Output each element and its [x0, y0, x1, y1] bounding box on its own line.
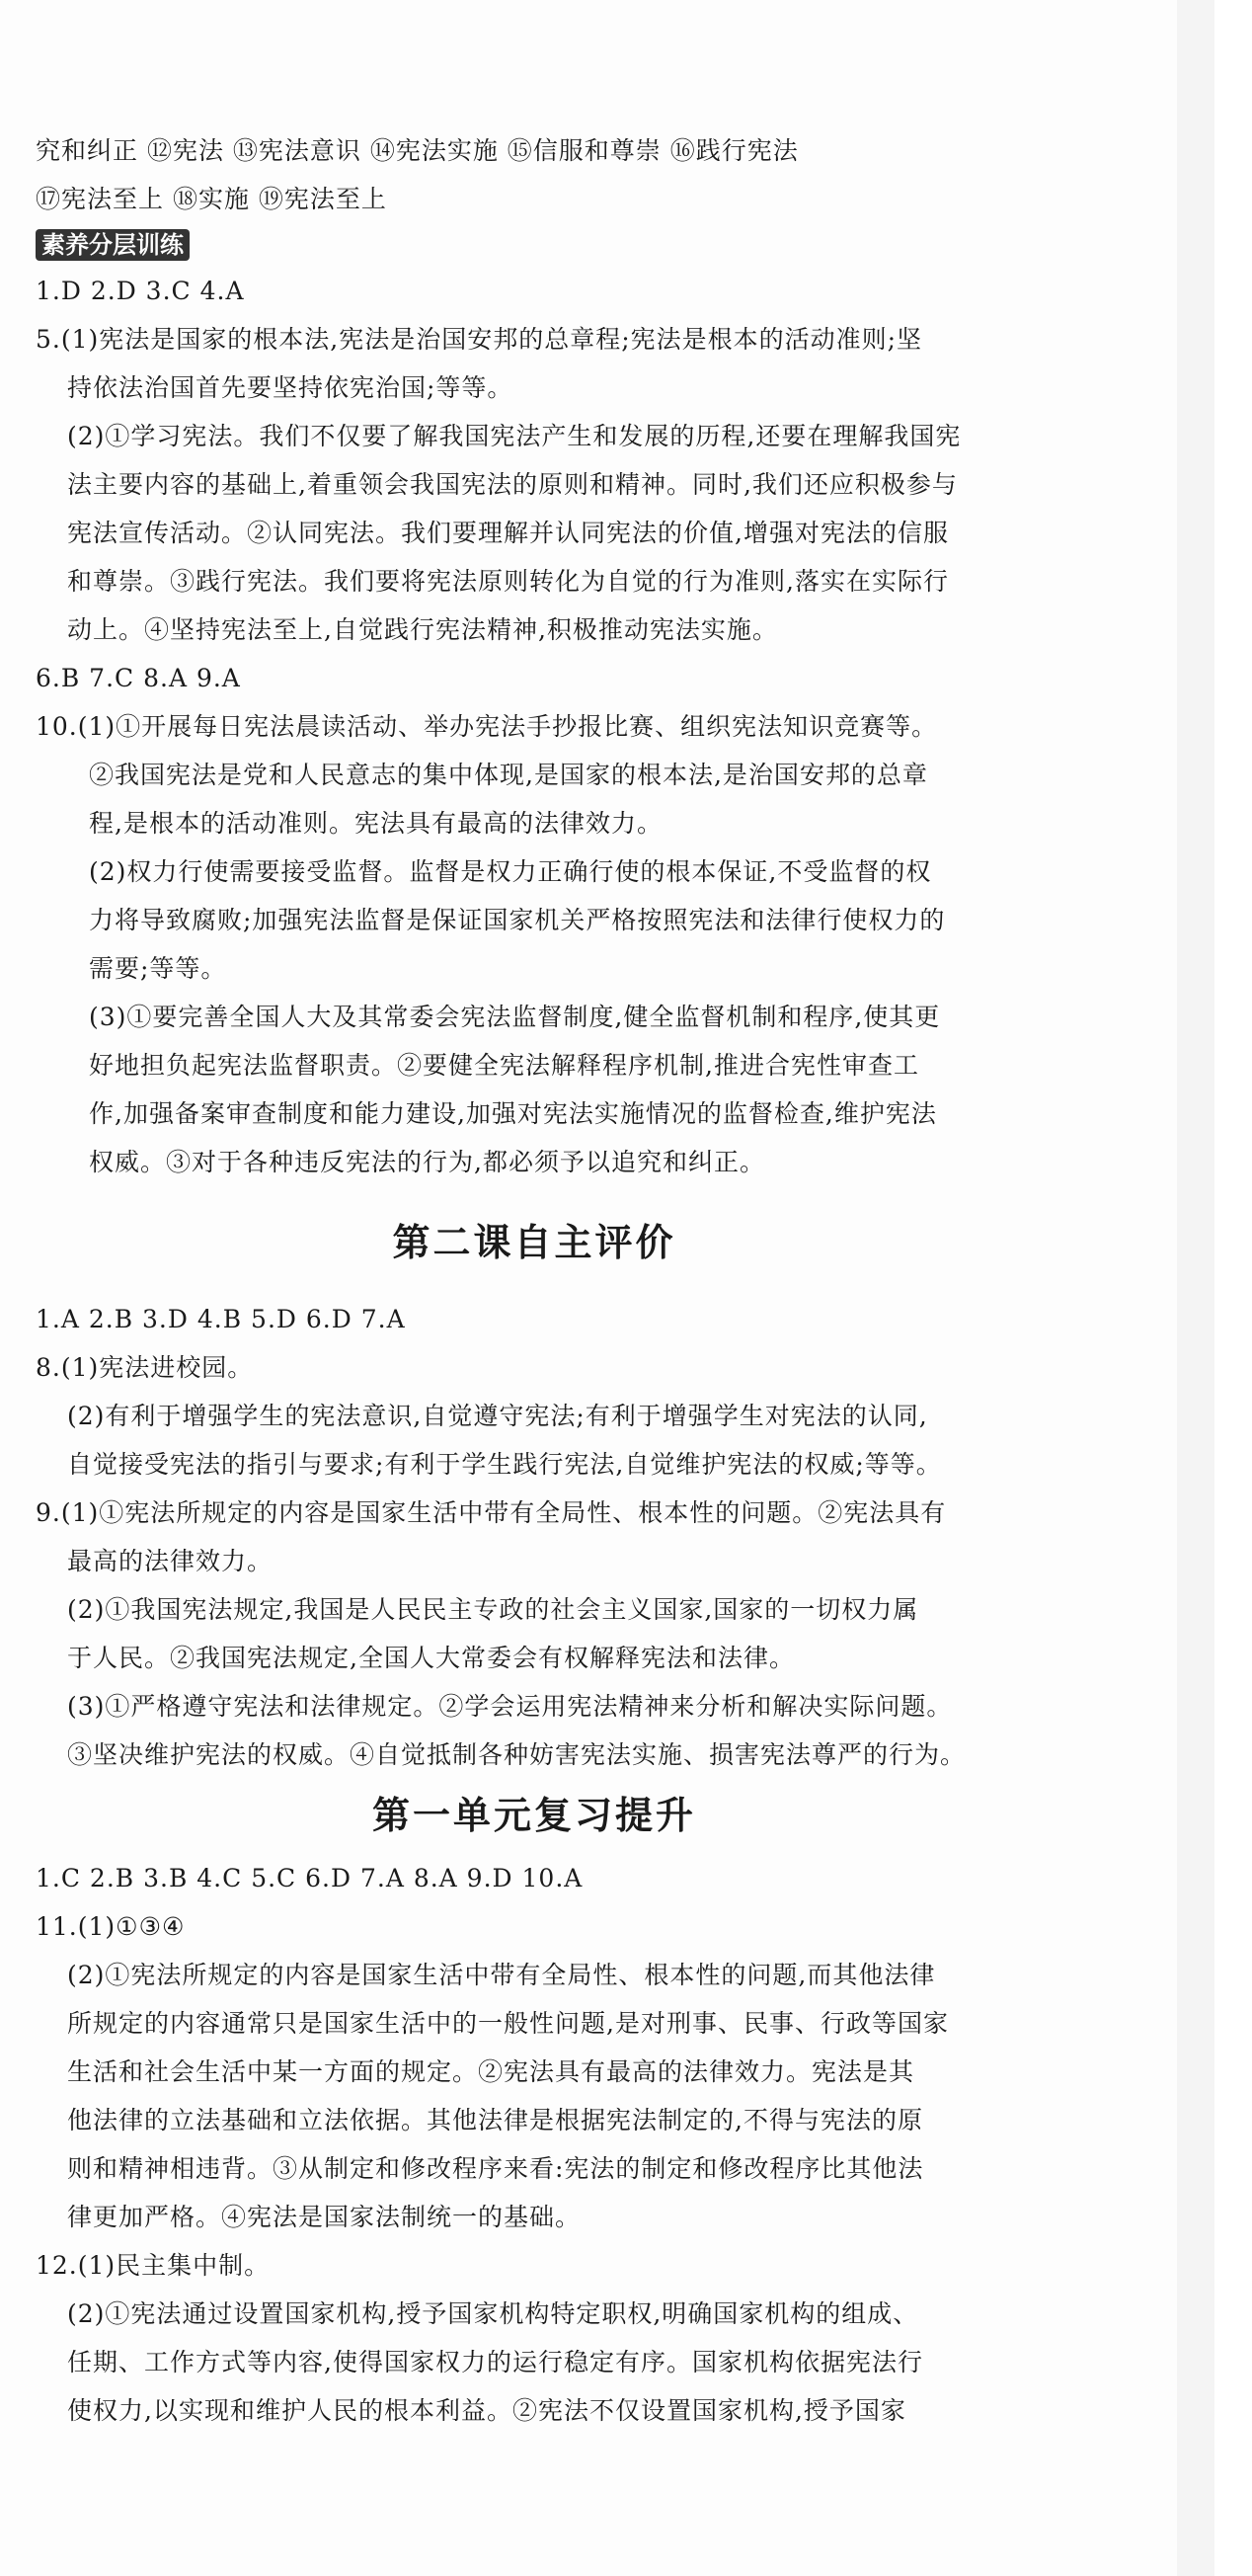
answer-line: 宪法宣传活动。②认同宪法。我们要理解并认同宪法的价值,增强对宪法的信服 [67, 519, 949, 547]
answer-line: (2)①学习宪法。我们不仅要了解我国宪法产生和发展的历程,还要在理解我国宪 [67, 422, 962, 450]
answer-line: 程,是根本的活动准则。宪法具有最高的法律效力。 [89, 809, 663, 838]
answer-line: 自觉接受宪法的指引与要求;有利于学生践行宪法,自觉维护宪法的权威;等等。 [67, 1450, 942, 1479]
answer-line: 6.B 7.C 8.A 9.A [36, 664, 241, 692]
answer-line: 生活和社会生活中某一方面的规定。②宪法具有最高的法律效力。宪法是其 [67, 2057, 915, 2086]
answer-line: ②我国宪法是党和人民意志的集中体现,是国家的根本法,是治国安邦的总章 [89, 761, 928, 789]
answer-line: (2)①我国宪法规定,我国是人民民主专政的社会主义国家,国家的一切权力属 [67, 1595, 919, 1624]
answer-line: 持依法治国首先要坚持依宪治国;等等。 [67, 373, 513, 402]
answer-line: 动上。④坚持宪法至上,自觉践行宪法精神,积极推动宪法实施。 [67, 615, 778, 644]
answer-line: (2)①宪法所规定的内容是国家生活中带有全局性、根本性的问题,而其他法律 [67, 1961, 936, 1989]
answer-line: 于人民。②我国宪法规定,全国人大常委会有权解释宪法和法律。 [67, 1644, 795, 1672]
answer-line: (2)权力行使需要接受监督。监督是权力正确行使的根本保证,不受监督的权 [89, 857, 932, 886]
answer-line: ③坚决维护宪法的权威。④自觉抵制各种妨害宪法实施、损害宪法尊严的行为。 [67, 1740, 967, 1769]
answer-line: 所规定的内容通常只是国家生活中的一般性问题,是对刑事、民事、行政等国家 [67, 2009, 949, 2038]
answer-line: 8.(1)宪法进校园。 [36, 1353, 254, 1382]
text-line: 究和纠正 ⑫宪法 ⑬宪法意识 ⑭宪法实施 ⑮信服和尊崇 ⑯践行宪法 [36, 136, 799, 165]
answer-line: 力将导致腐败;加强宪法监督是保证国家机关严格按照宪法和法律行使权力的 [89, 906, 946, 934]
answer-line: 11.(1)①③④ [36, 1912, 186, 1941]
section-tag [36, 223, 1033, 267]
answer-line: 1.C 2.B 3.B 4.C 5.C 6.D 7.A 8.A 9.D 10.A [36, 1864, 584, 1892]
section-tag-label: 素养分层训练 [36, 229, 190, 261]
section-heading: 第二课自主评价 [392, 1221, 676, 1264]
answer-line: 法主要内容的基础上,着重领会我国宪法的原则和精神。同时,我们还应积极参与 [67, 470, 958, 499]
answer-line: 和尊崇。③践行宪法。我们要将宪法原则转化为自觉的行为准则,落实在实际行 [67, 567, 949, 596]
answer-line: 使权力,以实现和维护人民的根本利益。②宪法不仅设置国家机构,授予国家 [67, 2396, 906, 2425]
answer-line: 1.A 2.B 3.D 4.B 5.D 6.D 7.A [36, 1305, 406, 1333]
answer-text-block [36, 126, 1033, 2435]
answer-line: 需要;等等。 [89, 954, 227, 983]
section-heading: 第一单元复习提升 [371, 1794, 696, 1837]
answer-line: 1.D 2.D 3.C 4.A [36, 277, 245, 305]
answer-line: (3)①要完善全国人大及其常委会宪法监督制度,健全监督机制和程序,使其更 [89, 1003, 941, 1031]
answer-line: 最高的法律效力。 [67, 1547, 274, 1575]
text-line: ⑰宪法至上 ⑱实施 ⑲宪法至上 [36, 185, 387, 213]
answer-line: 10.(1)①开展每日宪法晨读活动、举办宪法手抄报比赛、组织宪法知识竞赛等。 [36, 712, 938, 741]
answer-line: (2)①宪法通过设置国家机构,授予国家机构特定职权,明确国家机构的组成、 [67, 2299, 919, 2328]
answer-line: 作,加强备案审查制度和能力建设,加强对宪法实施情况的监督检查,维护宪法 [89, 1099, 937, 1128]
answer-line: 权威。③对于各种违反宪法的行为,都必须予以追究和纠正。 [89, 1148, 765, 1176]
answer-line: 12.(1)民主集中制。 [36, 2251, 271, 2280]
page-edge-shadow [1177, 0, 1214, 2576]
answer-line: 他法律的立法基础和立法依据。其他法律是根据宪法制定的,不得与宪法的原 [67, 2106, 923, 2134]
answer-line: 则和精神相违背。③从制定和修改程序来看:宪法的制定和修改程序比其他法 [67, 2154, 924, 2183]
answer-line: (2)有利于增强学生的宪法意识,自觉遵守宪法;有利于增强学生对宪法的认同, [67, 1402, 928, 1430]
answer-line: (3)①严格遵守宪法和法律规定。②学会运用宪法精神来分析和解决实际问题。 [67, 1692, 953, 1721]
answer-line: 任期、工作方式等内容,使得国家权力的运行稳定有序。国家机构依据宪法行 [67, 2348, 923, 2376]
answer-line: 好地担负起宪法监督职责。②要健全宪法解释程序机制,推进合宪性审查工 [89, 1051, 919, 1080]
answer-line: 5.(1)宪法是国家的根本法,宪法是治国安邦的总章程;宪法是根本的活动准则;坚 [36, 325, 923, 354]
answer-line: 9.(1)①宪法所规定的内容是国家生活中带有全局性、根本性的问题。②宪法具有 [36, 1498, 947, 1527]
answer-line: 律更加严格。④宪法是国家法制统一的基础。 [67, 2203, 582, 2231]
